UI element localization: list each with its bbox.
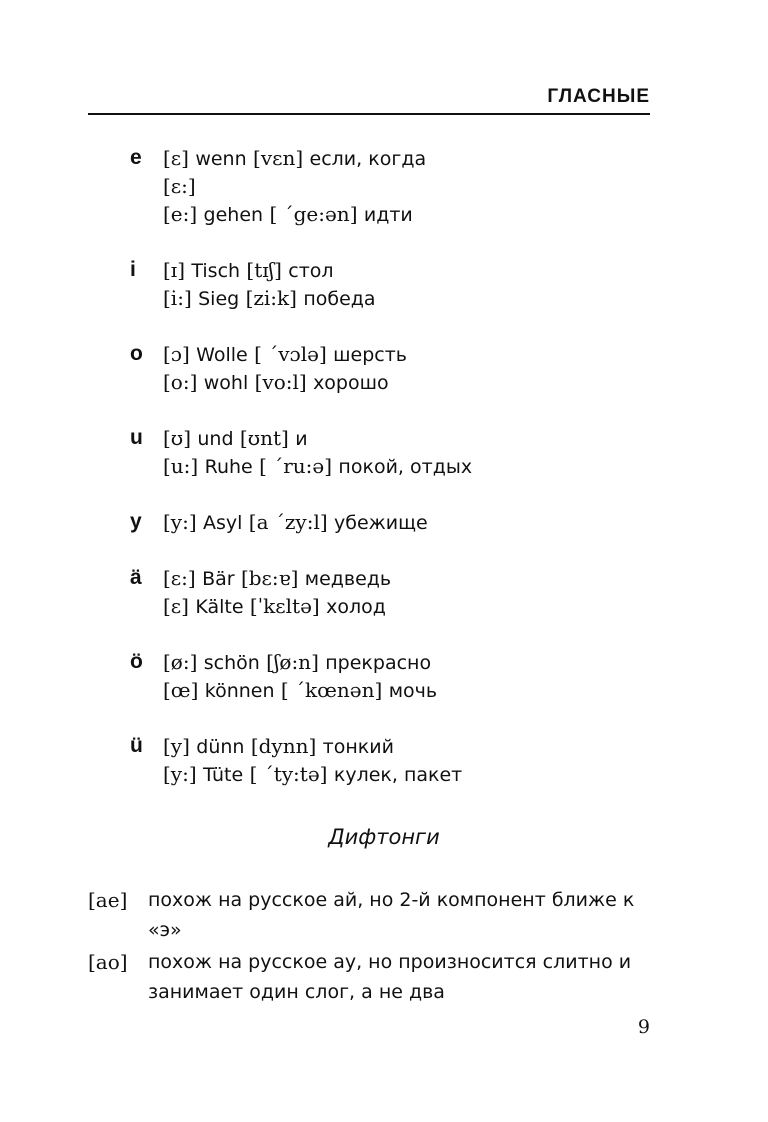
translation: и bbox=[295, 428, 308, 450]
ipa-symbol: [ɛ] bbox=[163, 146, 189, 170]
vowel-lines bbox=[163, 144, 426, 228]
vowel-line bbox=[163, 144, 426, 172]
example-word: wohl bbox=[203, 372, 249, 394]
example-word: Tüte bbox=[203, 764, 244, 786]
example-word: Bär bbox=[202, 568, 235, 590]
transcription: [ ˊty:tə] bbox=[249, 762, 328, 786]
ipa-symbol: [y:] bbox=[163, 762, 197, 786]
vowel-lines bbox=[163, 648, 437, 704]
vowel-line bbox=[163, 452, 472, 480]
vowel-lines bbox=[163, 424, 472, 480]
vowel-line bbox=[163, 172, 426, 200]
vowel-line bbox=[163, 676, 437, 704]
transcription: [ ˊkœnən] bbox=[280, 678, 383, 702]
vowel-lines bbox=[163, 340, 407, 396]
transcription: [a ˊzy:l] bbox=[248, 510, 328, 534]
translation: медведь bbox=[304, 568, 392, 590]
example-word: Wolle bbox=[196, 344, 248, 366]
transcription: [ ˊru:ə] bbox=[259, 454, 333, 478]
vowel-letter: ä bbox=[130, 566, 142, 589]
page-number: 9 bbox=[637, 1016, 650, 1038]
ipa-symbol: [o:] bbox=[163, 370, 198, 394]
running-head: ГЛАСНЫЕ bbox=[547, 86, 650, 107]
vowel-letter: i bbox=[130, 258, 136, 281]
translation: покой, отдых bbox=[338, 456, 473, 478]
ipa-symbol: [y:] bbox=[163, 510, 197, 534]
vowel-line bbox=[163, 592, 391, 620]
vowel-line bbox=[163, 340, 407, 368]
transcription: [ ˊge:ən] bbox=[269, 202, 358, 226]
transcription: [ˈkɛltə] bbox=[249, 594, 320, 618]
vowel-line bbox=[163, 508, 428, 536]
translation: шерсть bbox=[333, 344, 407, 366]
ipa-symbol: [ɛ:] bbox=[163, 174, 196, 198]
vowel-lines bbox=[163, 564, 391, 620]
translation: прекрасно bbox=[325, 652, 432, 674]
translation: мочь bbox=[388, 680, 438, 702]
example-word: und bbox=[197, 428, 234, 450]
translation: холод bbox=[326, 596, 386, 618]
diphthong-description: похож на русское ай, но 2-й компонент ближе к «э» bbox=[148, 889, 635, 941]
translation: стол bbox=[288, 260, 334, 282]
vowel-line bbox=[163, 760, 462, 788]
vowel-letter: y bbox=[130, 510, 142, 533]
section-title: Дифтонги bbox=[328, 825, 440, 849]
transcription: [ʃø:n] bbox=[266, 650, 319, 674]
transcription: [vɛn] bbox=[253, 146, 304, 170]
translation: тонкий bbox=[322, 736, 394, 758]
example-word: Sieg bbox=[198, 288, 240, 310]
vowel-letter: o bbox=[130, 342, 143, 365]
vowel-line bbox=[163, 564, 391, 592]
example-word: Asyl bbox=[203, 512, 243, 534]
ipa-symbol: [œ] bbox=[163, 678, 199, 702]
translation: хорошо bbox=[313, 372, 389, 394]
vowel-letter: ö bbox=[130, 650, 143, 673]
transcription: [tɪʃ] bbox=[246, 258, 282, 282]
example-word: Tisch bbox=[191, 260, 241, 282]
vowel-letter: e bbox=[130, 146, 142, 169]
vowel-lines bbox=[163, 508, 428, 536]
example-word: wenn bbox=[195, 148, 247, 170]
ipa-symbol: [ɛ:] bbox=[163, 566, 196, 590]
ipa-symbol: [ɔ] bbox=[163, 342, 190, 366]
transcription: [ʊnt] bbox=[239, 426, 289, 450]
ipa-symbol: [e:] bbox=[163, 202, 198, 226]
vowel-line bbox=[163, 424, 472, 452]
diphthong-ipa: [ao] bbox=[88, 950, 128, 974]
vowel-line bbox=[163, 284, 376, 312]
example-word: gehen bbox=[203, 204, 264, 226]
ipa-symbol: [ʊ] bbox=[163, 426, 192, 450]
vowel-line bbox=[163, 732, 462, 760]
transcription: [zi:k] bbox=[245, 286, 297, 310]
diphthong-ipa: [ae] bbox=[88, 888, 128, 912]
transcription: [ ˊvɔlə] bbox=[254, 342, 327, 366]
translation: идти bbox=[363, 204, 413, 226]
example-word: schön bbox=[203, 652, 260, 674]
vowel-line bbox=[163, 648, 437, 676]
vowel-line bbox=[163, 256, 376, 284]
vowel-line bbox=[163, 200, 426, 228]
vowel-line bbox=[163, 368, 407, 396]
example-word: können bbox=[204, 680, 275, 702]
vowel-letter: ü bbox=[130, 734, 143, 757]
example-word: Kälte bbox=[195, 596, 244, 618]
translation: победа bbox=[303, 288, 376, 310]
translation: если, когда bbox=[309, 148, 427, 170]
translation: убежище bbox=[334, 512, 428, 534]
example-word: dünn bbox=[196, 736, 245, 758]
ipa-symbol: [i:] bbox=[163, 286, 192, 310]
ipa-symbol: [u:] bbox=[163, 454, 199, 478]
vowel-letter: u bbox=[130, 426, 143, 449]
translation: кулек, пакет bbox=[333, 764, 463, 786]
example-word: Ruhe bbox=[204, 456, 253, 478]
vowel-lines bbox=[163, 256, 376, 312]
transcription: [dynn] bbox=[250, 734, 317, 758]
ipa-symbol: [ø:] bbox=[163, 650, 198, 674]
diphthong-description: похож на русское ау, но произносится слитно и занимает один слог, а не два bbox=[148, 951, 632, 1003]
ipa-symbol: [ɪ] bbox=[163, 258, 186, 282]
ipa-symbol: [ɛ] bbox=[163, 594, 189, 618]
transcription: [vo:l] bbox=[254, 370, 307, 394]
header-rule bbox=[88, 113, 650, 115]
vowel-lines bbox=[163, 732, 462, 788]
transcription: [bɛ:ɐ] bbox=[240, 566, 299, 590]
ipa-symbol: [y] bbox=[163, 734, 190, 758]
